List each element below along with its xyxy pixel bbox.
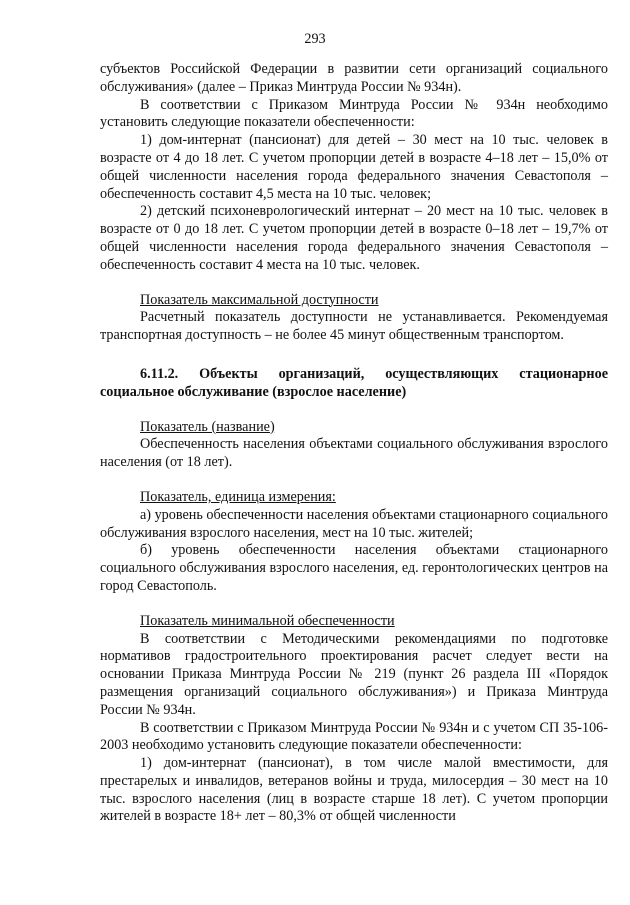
list-item: 1) дом-интернат (пансионат) для детей – 30 мест на 10 тыс. человек в возрасте от 4 до 18 лет. С учетом пропорции детей в возрасте 4–18 лет – 15,0% от общей численности населения города федерального значения Севастополя – обеспеченность составит 4,5 места на 10 тыс. человек; <box>100 132 608 202</box>
subheading-min-provision <box>100 613 608 631</box>
paragraph: В соответствии с Приказом Минтруда России № 934н и с учетом СП 35-106-2003 необходимо установить следующие показатели обеспеченности: <box>100 719 608 754</box>
subheading-text: Показатель, единица измерения: <box>140 488 336 505</box>
list-item: 1) дом-интернат (пансионат), в том числе малой вместимости, для престарелых и инвалидов, ветеранов войны и труда, милосердия – 30 мест на 10 тыс. взрослого населения (лиц в возрасте старше 18 лет). С учетом пропорции жителей в возрасте 18+ лет – 80,3% от общей численности <box>100 755 608 825</box>
section-heading: 6.11.2. Объекты организаций, осуществляющих стационарное социальное обслуживание (взрослое население) <box>100 365 608 400</box>
list-item: а) уровень обеспеченности населения объектами стационарного социального обслуживания взрослого населения, мест на 10 тыс. жителей; <box>100 506 608 541</box>
list-item: б) уровень обеспеченности населения объектами стационарного социального обслуживания взрослого населения, ед. геронтологических центров на город Севастополь. <box>100 542 608 594</box>
subheading-unit <box>100 489 608 507</box>
subheading-text: Показатель минимальной обеспеченности <box>140 612 395 629</box>
paragraph: субъектов Российской Федерации в развитии сети организаций социального обслуживания» (далее – Приказ Минтруда России № 934н). <box>100 61 608 95</box>
subheading-name <box>100 419 608 437</box>
subheading-text: Показатель (название) <box>140 418 275 435</box>
list-item: 2) детский психоневрологический интернат – 20 мест на 10 тыс. человек в возрасте от 0 до 18 лет. С учетом пропорции детей в возрасте 0–18 лет – 19,7% от общей численности населения города федерального значения Севастополя – обеспеченность составит 4 места на 10 тыс. человек. <box>100 203 608 273</box>
paragraph: Обеспеченность населения объектами социального обслуживания взрослого населения (от 18 лет). <box>100 436 608 471</box>
document-body <box>100 61 608 826</box>
subheading-max-access <box>100 292 608 310</box>
paragraph: Расчетный показатель доступности не устанавливается. Рекомендуемая транспортная доступность – не более 45 минут общественным транспортом. <box>100 309 608 344</box>
subheading-text: Показатель максимальной доступности <box>140 291 379 308</box>
paragraph: В соответствии с Приказом Минтруда России № 934н необходимо установить следующие показатели обеспеченности: <box>100 96 608 131</box>
paragraph: В соответствии с Методическими рекомендациями по подготовке нормативов градостроительного проектирования расчет следует вести на основании Приказа Минтруда России № 219 (пункт 26 раздела III «Порядок размещения организаций социального обслуживания») и Приказа Минтруда России № 934н. <box>100 630 608 718</box>
page-number: 293 <box>304 31 326 47</box>
